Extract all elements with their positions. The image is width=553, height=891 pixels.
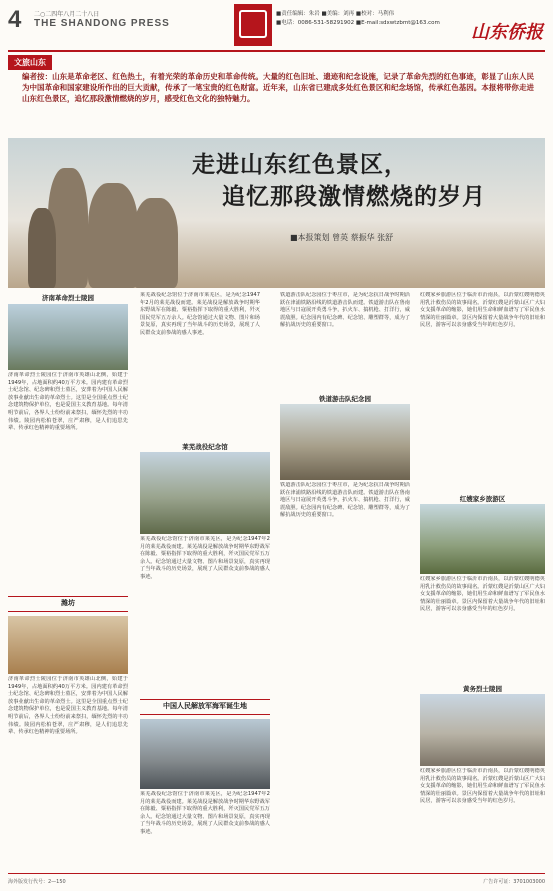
photo-weifang bbox=[8, 616, 128, 674]
photo-jinan-cemetery bbox=[8, 304, 128, 370]
photo-laiwu-memorial bbox=[140, 452, 270, 534]
contact-info bbox=[276, 10, 461, 28]
headline-line-1: 走进山东红色景区， bbox=[192, 151, 408, 178]
masthead-rule bbox=[8, 50, 545, 52]
article-column: 红嫂家乡旅游区位于临沂市沂南县，以沂蒙红嫂明德英用乳汁救伤员的故事闻名。沂蒙红嫂是沂蒙山区广大妇女支援革命的缩影，她们用生命和鲜血谱写了军民鱼水情深的壮丽篇章。景区内保留着大量战争年代的旧址和民居，游客可以亲身感受当年的红色岁月。 bbox=[420, 292, 545, 329]
article-column: 铁道游击队纪念园位于枣庄市，是为纪念抗日战争时期活跃在津浦铁路沿线的铁道游击队而建。铁道游击队在鲁南地区与日寇展开英勇斗争，扒火车、搞机枪、打洋行，威震敌胆。纪念园内有纪念碑、纪念馆、雕塑群等，成为了解抗战历史的重要窗口。 bbox=[280, 482, 410, 519]
article-column: 济南革命烈士陵园位于济南市英雄山北侧，始建于1949年，占地面积约40万平方米。园内建有革命烈士纪念馆、纪念碑和烈士墓区，安葬着为中国人民解放事业献出生命的革命烈士。这里是全国重点烈士纪念建筑物保护单位，也是爱国主义教育基地。每年清明节前后，各界人士纷纷前来祭扫，缅怀先烈的丰功伟绩。陵园内松柏苍翠，庄严肃穆，是人们追思先辈、传承红色精神的重要场所。 bbox=[8, 372, 128, 432]
editor-note: 编者按：山东是革命老区、红色热土，有着光荣的革命历史和革命传统。大量的红色旧址、遗迹和纪念设施，记录了革命先烈的红色事迹，彰显了山东人民为中国革命和国家建设所作出的巨大贡献，传承了一笔宝贵的红色财富。近年来，山东省已建成多处红色景区和纪念场馆，传承红色基因。本报将带你走进山东红色景区，追忆那段激情燃烧的岁月，感受红色文化的独特魅力。 bbox=[22, 72, 534, 104]
article-column: 铁道游击队纪念园位于枣庄市，是为纪念抗日战争时期活跃在津浦铁路沿线的铁道游击队而建。铁道游击队在鲁南地区与日寇展开英勇斗争，扒火车、搞机枪、打洋行，威震敌胆。纪念园内有纪念碑、纪念馆、雕塑群等，成为了解抗战历史的重要窗口。 bbox=[280, 292, 410, 329]
footer-right: 广告许可证：3701003000 bbox=[483, 879, 545, 885]
image-caption: 黄务烈士陵园 bbox=[463, 685, 502, 693]
article-column: 红嫂家乡旅游区位于临沂市沂南县，以沂蒙红嫂明德英用乳汁救伤员的故事闻名。沂蒙红嫂是沂蒙山区广大妇女支援革命的缩影，她们用生命和鲜血谱写了军民鱼水情深的壮丽篇章。景区内保留着大量战争年代的旧址和民居，游客可以亲身感受当年的红色岁月。 bbox=[420, 576, 545, 613]
byline: ■本报策划 曾英 蔡振华 张舒 bbox=[290, 233, 394, 242]
image-caption: 莱芜战役纪念馆 bbox=[182, 443, 228, 451]
article-column: 莱芜战役纪念馆位于济南市莱芜区，是为纪念1947年2月的莱芜战役而建。莱芜战役是解放战争时期华东野战军在陈毅、粟裕指挥下取得的重大胜利，歼灭国民党军五万余人。纪念馆通过大量文物、图片和场景复原，真实再现了当年战斗的历史场景，展现了人民群众支前参战的感人事迹。 bbox=[140, 292, 260, 336]
article-column: 济南革命烈士陵园位于济南市英雄山北侧，始建于1949年，占地面积约40万平方米。园内建有革命烈士纪念馆、纪念碑和烈士墓区，安葬着为中国人民解放事业献出生命的革命烈士。这里是全国重点烈士纪念建筑物保护单位，也是爱国主义教育基地。每年清明节前后，各界人士纷纷前来祭扫，缅怀先烈的丰功伟绩。陵园内松柏苍翠，庄严肃穆，是人们追思先辈、传承红色精神的重要场所。 bbox=[8, 676, 128, 736]
photo-hongsao-hometown bbox=[420, 504, 545, 574]
photo-huangwu-cemetery bbox=[420, 694, 545, 766]
article-column: 红嫂家乡旅游区位于临沂市沂南县，以沂蒙红嫂明德英用乳汁救伤员的故事闻名。沂蒙红嫂是沂蒙山区广大妇女支援革命的缩影，她们用生命和鲜血谱写了军民鱼水情深的壮丽篇章。景区内保留着大量战争年代的旧址和民居，游客可以亲身感受当年的红色岁月。 bbox=[420, 768, 545, 805]
section-tag: 文旅山东 bbox=[8, 55, 52, 70]
page-footer bbox=[8, 873, 545, 887]
paper-name: 山东侨报 bbox=[471, 22, 543, 43]
masthead bbox=[8, 4, 545, 50]
paper-english-name: THE SHANDONG PRESS bbox=[34, 18, 170, 29]
page-number: 4 bbox=[8, 6, 22, 33]
footer-left: 海外版发行代号：2—150 bbox=[8, 879, 66, 885]
image-caption: 红嫂家乡旅游区 bbox=[459, 495, 506, 503]
photo-railway-guerrilla bbox=[280, 404, 410, 480]
contact-line: ■责任编辑：朱岩 ■美编：刘再 ■校对：马利伟 bbox=[276, 11, 395, 17]
photo-navy-birthplace bbox=[140, 719, 270, 789]
article-column: 莱芜战役纪念馆位于济南市莱芜区，是为纪念1947年2月的莱芜战役而建。莱芜战役是解放战争时期华东野战军在陈毅、粟裕指挥下取得的重大胜利，歼灭国民党军五万余人。纪念馆通过大量文物、图片和场景复原，真实再现了当年战斗的历史场景，展现了人民群众支前参战的感人事迹。 bbox=[140, 536, 270, 580]
contact-line: ■电话：0086-531-58291902 ■E-mail:sdxwtzbmt@163.com bbox=[276, 20, 440, 26]
image-caption: 济南革命烈士陵园 bbox=[42, 294, 94, 302]
issue-date: 二○二四年八月二十八日 bbox=[34, 11, 100, 18]
subheading: 潍坊 bbox=[8, 596, 128, 612]
headline-line-2: 追忆那段激情燃烧的岁月 bbox=[222, 183, 486, 210]
image-caption: 铁道游击队纪念园 bbox=[319, 395, 371, 403]
article-column: 莱芜战役纪念馆位于济南市莱芜区，是为纪念1947年2月的莱芜战役而建。莱芜战役是解放战争时期华东野战军在陈毅、粟裕指挥下取得的重大胜利，歼灭国民党军五万余人。纪念馆通过大量文物、图片和场景复原，真实再现了当年战斗的历史场景，展现了人民群众支前参战的感人事迹。 bbox=[140, 791, 270, 835]
paper-logo bbox=[234, 4, 272, 46]
subheading: 中国人民解放军海军诞生地 bbox=[140, 699, 270, 715]
